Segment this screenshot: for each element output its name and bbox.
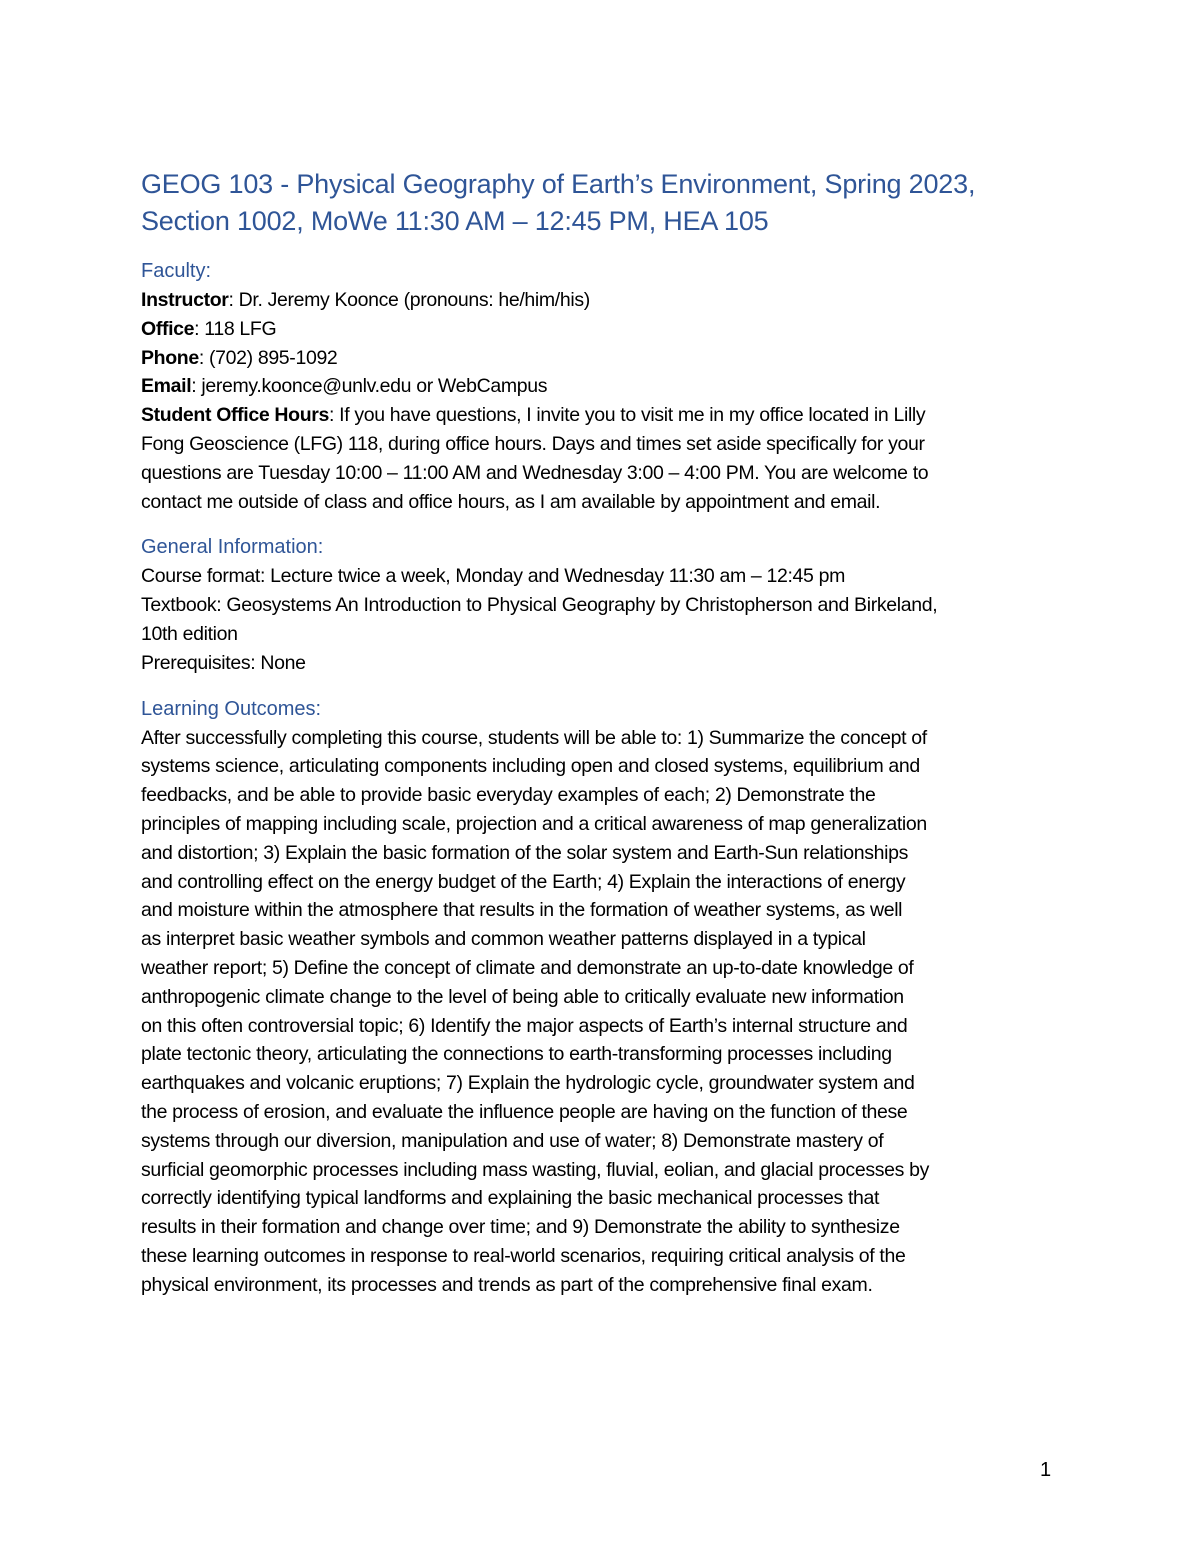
outcomes-line: systems science, articulating components including open and closed systems, equilibrium and	[141, 755, 920, 778]
outcomes-line: as interpret basic weather symbols and common weather patterns displayed in a typical	[141, 928, 866, 951]
outcomes-line: physical environment, its processes and trends as part of the comprehensive final exam.	[141, 1273, 873, 1296]
office-hours-text: : If you have questions, I invite you to visit me in my office located in Lilly	[329, 404, 926, 427]
phone-label: Phone	[141, 346, 199, 369]
faculty-section	[141, 257, 1066, 516]
course-title	[141, 166, 1066, 240]
outcomes-line: systems through our diversion, manipulation and use of water; 8) Demonstrate mastery of	[141, 1129, 884, 1152]
textbook-edition-line: 10th edition	[141, 622, 238, 645]
outcomes-line: anthropogenic climate change to the level of being able to critically evaluate new information	[141, 985, 904, 1008]
prerequisites-line: Prerequisites: None	[141, 651, 306, 674]
instructor-value: : Dr. Jeremy Koonce (pronouns: he/him/his)	[228, 289, 590, 311]
outcomes-line: surficial geomorphic processes including mass wasting, fluvial, eolian, and glacial processes by	[141, 1158, 929, 1181]
outcomes-line: and moisture within the atmosphere that results in the formation of weather systems, as well	[141, 899, 903, 922]
instructor-line	[141, 286, 1066, 315]
textbook-line: Textbook: Geosystems An Introduction to Physical Geography by Christopherson and Birkeland,	[141, 594, 938, 617]
outcomes-line: earthquakes and volcanic eruptions; 7) Explain the hydrologic cycle, groundwater system and	[141, 1072, 915, 1095]
email-value: : jeremy.koonce@unlv.edu or WebCampus	[191, 375, 548, 398]
course-format-line: Course format: Lecture twice a week, Monday and Wednesday 11:30 am – 12:45 pm	[141, 565, 845, 588]
outcomes-line: results in their formation and change over time; and 9) Demonstrate the ability to synthesize	[141, 1216, 900, 1239]
learning-outcomes-heading: Learning Outcomes:	[141, 697, 322, 720]
office-hours-label: Student Office Hours	[141, 404, 330, 427]
document-page	[141, 166, 1066, 1300]
faculty-heading: Faculty:	[141, 260, 212, 282]
outcomes-line: plate tectonic theory, articulating the connections to earth-transforming processes including	[141, 1043, 892, 1066]
outcomes-line: principles of mapping including scale, projection and a critical awareness of map generalization	[141, 812, 927, 835]
office-value: : 118 LFG	[194, 317, 277, 340]
office-line	[141, 315, 1066, 344]
instructor-label: Instructor	[141, 289, 229, 311]
email-line	[141, 372, 1066, 401]
outcomes-line: these learning outcomes in response to real-world scenarios, requiring critical analysis of the	[141, 1244, 906, 1267]
page-number: 1	[1040, 1459, 1052, 1481]
office-hours-line-4: contact me outside of class and office hours, as I am available by appointment and email.	[141, 490, 881, 513]
outcomes-line: and controlling effect on the energy budget of the Earth; 4) Explain the interactions of energy	[141, 870, 906, 893]
outcomes-line: correctly identifying typical landforms and explaining the basic mechanical processes that	[141, 1187, 880, 1210]
general-information-heading: General Information:	[141, 536, 324, 559]
phone-value: : (702) 895-1092	[198, 346, 338, 369]
outcomes-line: feedbacks, and be able to provide basic everyday examples of each; 2) Demonstrate the	[141, 784, 876, 807]
office-hours-line-1	[141, 401, 1066, 430]
outcomes-line: on this often controversial topic; 6) Identify the major aspects of Earth’s internal structure and	[141, 1014, 908, 1037]
outcomes-line: and distortion; 3) Explain the basic formation of the solar system and Earth-Sun relationships	[141, 841, 909, 864]
office-hours-line-2: Fong Geoscience (LFG) 118, during office hours. Days and times set aside specifically for your	[141, 432, 925, 455]
office-label: Office	[141, 317, 195, 340]
course-title-line-2: Section 1002, MoWe 11:30 AM – 12:45 PM, HEA 105	[141, 206, 769, 236]
learning-outcomes-section	[141, 695, 1066, 1300]
phone-line	[141, 344, 1066, 373]
outcomes-line: weather report; 5) Define the concept of climate and demonstrate an up-to-date knowledge of	[141, 956, 914, 979]
outcomes-line: After successfully completing this course, students will be able to: 1) Summarize the concept of	[141, 726, 927, 749]
office-hours-line-3: questions are Tuesday 10:00 – 11:00 AM and Wednesday 3:00 – 4:00 PM. You are welcome to	[141, 461, 929, 484]
general-information-section	[141, 533, 1066, 677]
outcomes-line: the process of erosion, and evaluate the influence people are having on the function of these	[141, 1100, 908, 1123]
email-label: Email	[141, 375, 192, 398]
course-title-line-1: GEOG 103 - Physical Geography of Earth’s Environment, Spring 2023,	[141, 169, 976, 199]
